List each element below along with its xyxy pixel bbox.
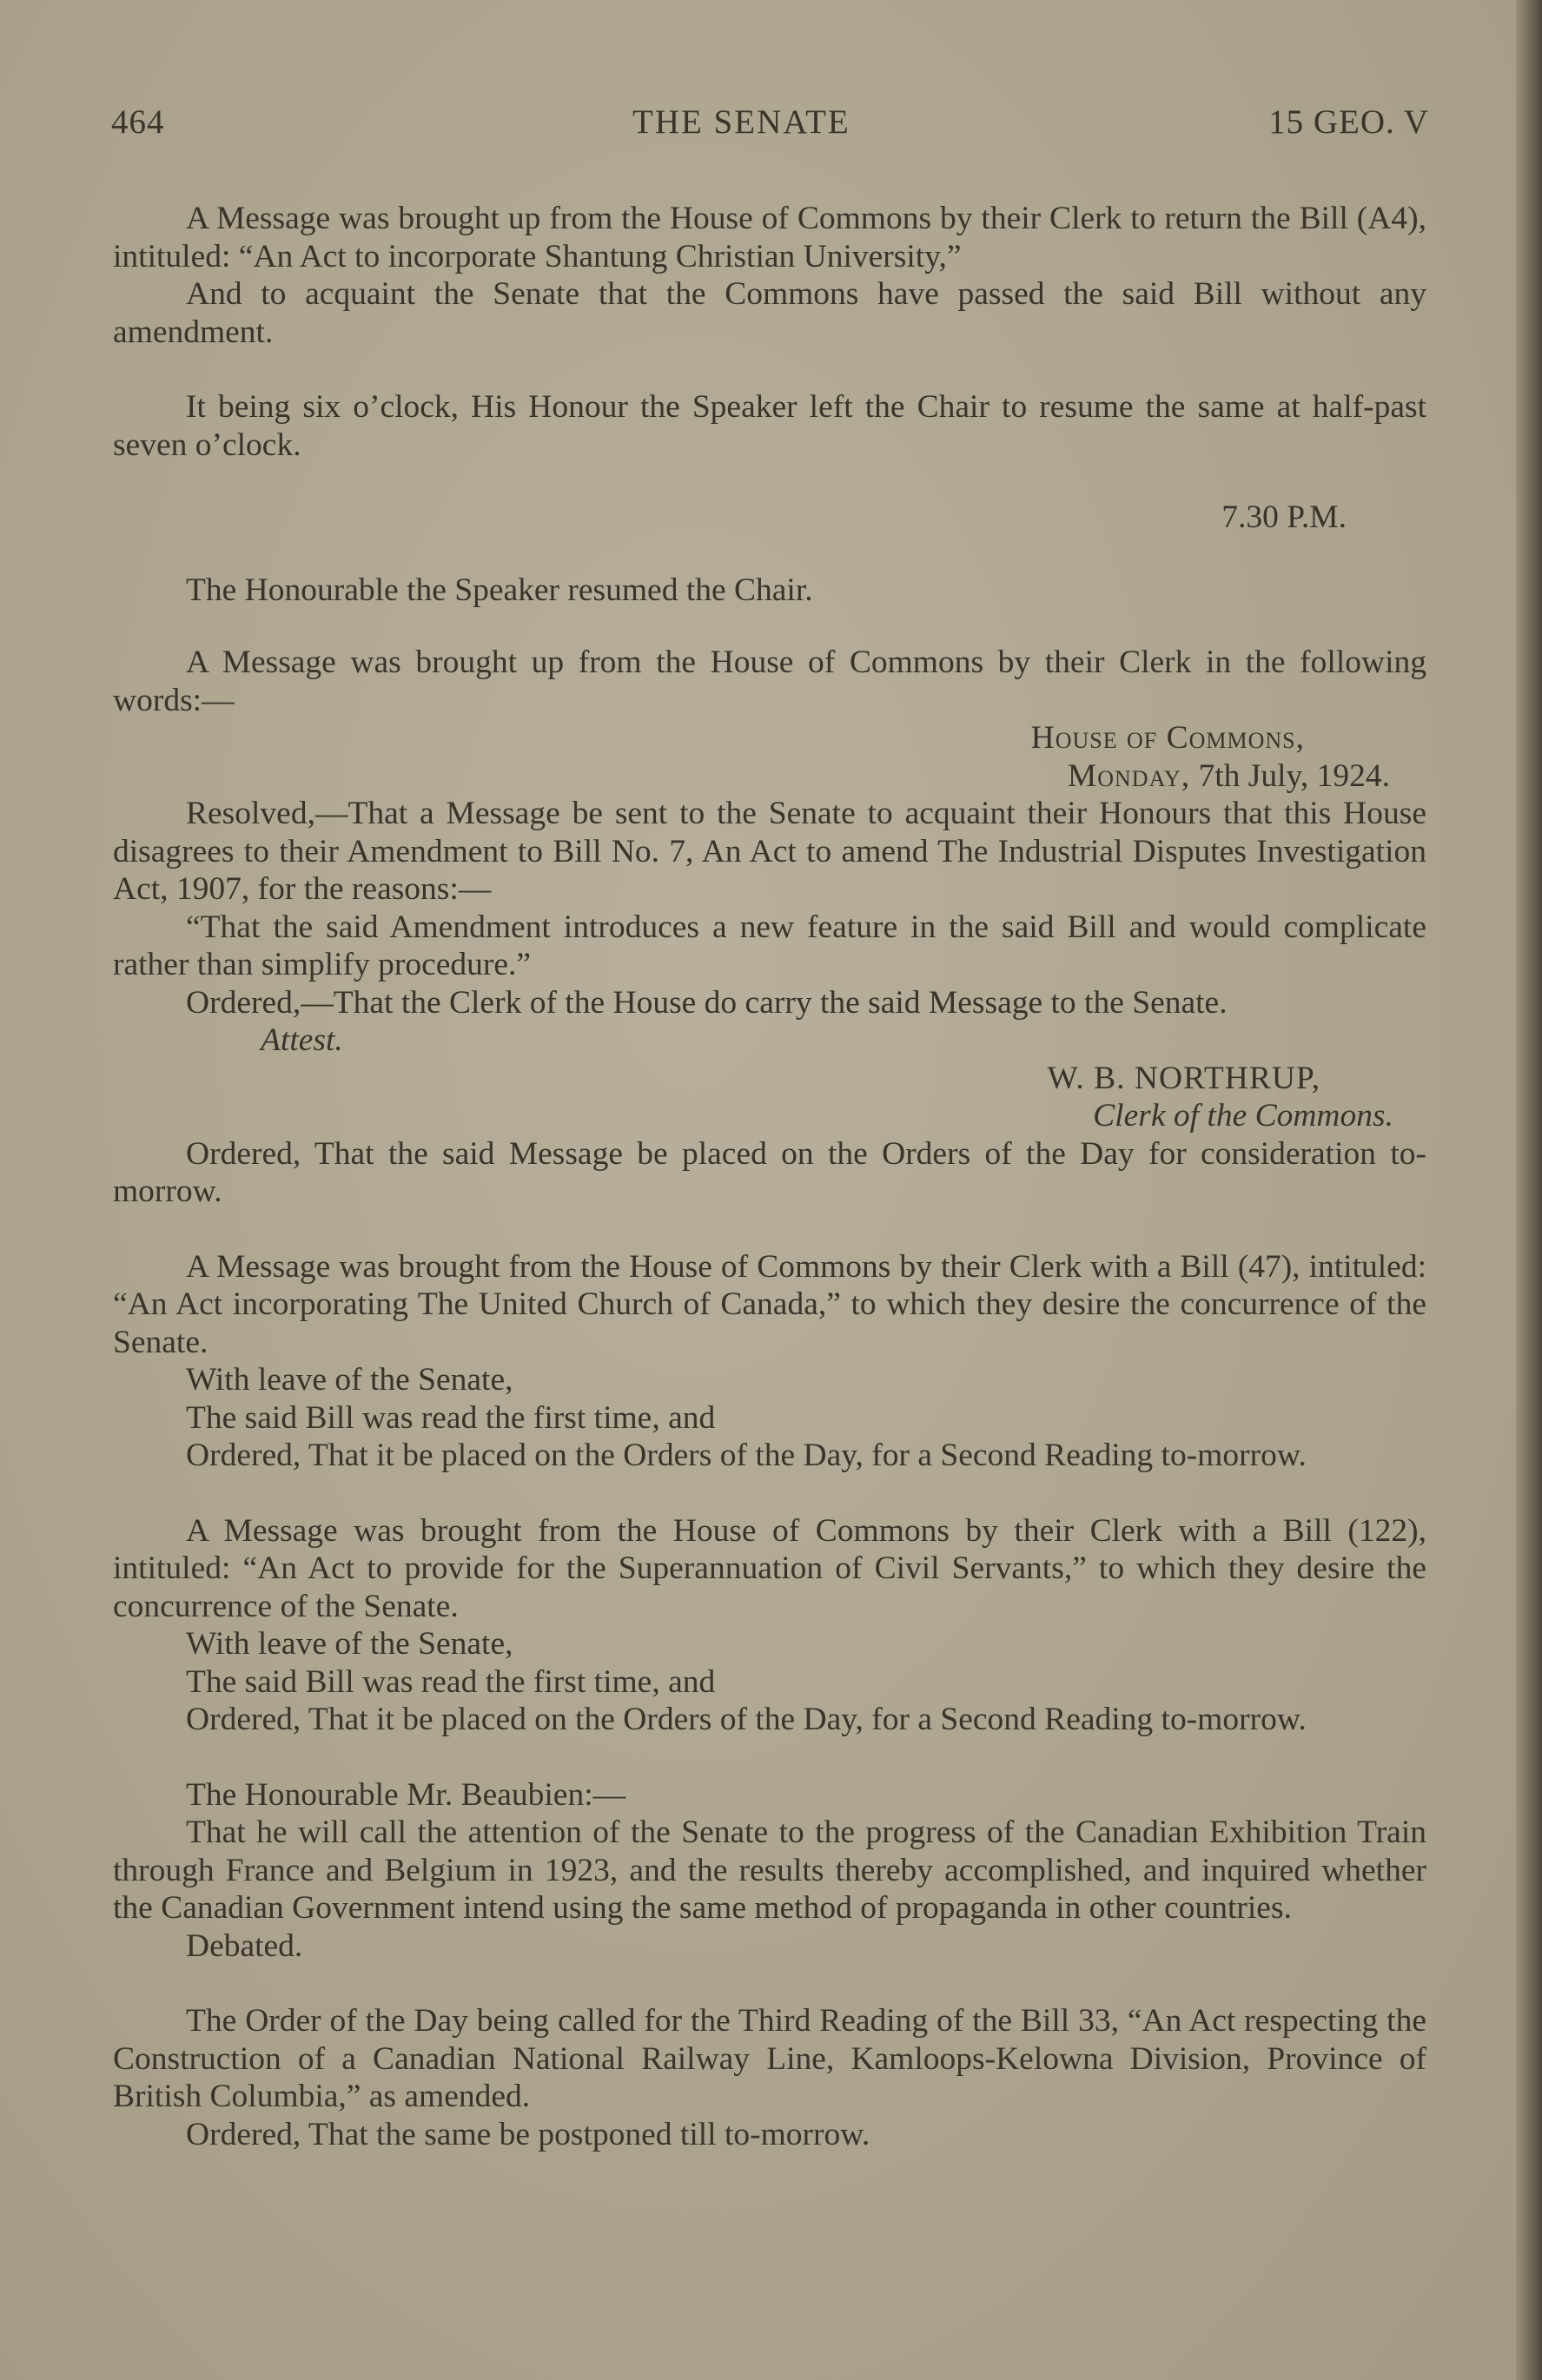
paragraph-message-words: A Message was brought up from the House of Commons by their Clerk in the following words:—	[113, 645, 1426, 718]
paragraph-six-oclock: It being six o’clock, His Honour the Speaker left the Chair to resume the same at half-past seven o’clock.	[113, 389, 1426, 463]
paragraph-reason: “That the said Amendment introduces a new feature in the said Bill and would complicate rather than simplify procedure.”	[113, 909, 1426, 982]
paragraph-speaker-resumed: The Honourable the Speaker resumed the Chair.	[186, 572, 813, 608]
paragraph-ordered-second-2: Ordered, That it be placed on the Orders of the Day, for a Second Reading to-morrow.	[186, 1702, 1307, 1737]
paragraph-order-of-day: The Order of the Day being called for the Third Reading of the Bill 33, “An Act respecting the Construction of a Canadian National Railway Line, Kamloops-Kelowna Division, Province of British Columbia,” as amended.	[113, 2003, 1426, 2114]
paragraph-resolved: Resolved,—That a Message be sent to the Senate to acquaint their Honours that this House disagrees to their Amendment to Bill No. 7, An Act to amend The Industrial Disputes Investigation Act, 1907, for the reasons:—	[113, 796, 1426, 907]
paragraph-leave-2: With leave of the Senate,	[186, 1626, 513, 1662]
letter-date-rest: 7th July, 1924.	[1190, 757, 1390, 794]
page-title: THE SENATE	[632, 103, 850, 141]
paragraph-ordered-placed: Ordered, That the said Message be placed on the Orders of the Day for consideration to-morrow.	[113, 1135, 1426, 1209]
paragraph-message-bill-47: A Message was brought from the House of Commons by their Clerk with a Bill (47), intituled: “An Act incorporating The United Church of Canada,” to which they desire the concurrence of the Senate.	[113, 1248, 1426, 1360]
running-header	[111, 102, 1429, 155]
paragraph-message-a4: A Message was brought up from the House of Commons by their Clerk to return the Bill (A4), intituled: “An Act to incorporate Shantung Christian University,”	[113, 201, 1426, 274]
paragraph-first-time-2: The said Bill was read the first time, and	[186, 1663, 716, 1700]
paragraph-postponed: Ordered, That the same be postponed till to-morrow.	[186, 2116, 870, 2152]
paragraph-beaubien-inquiry: That he will call the attention of the Senate to the progress of the Canadian Exhibition Train through France and Belgium in 1923, and the results thereby accomplished, and inquired whether the Canadian Government intend using the same method of propaganda in other countries.	[113, 1815, 1426, 1926]
paragraph-debated: Debated.	[186, 1927, 303, 1964]
paragraph-message-a4-acquaint: And to acquaint the Senate that the Commons have passed the said Bill without any amendment.	[113, 276, 1426, 350]
paragraph-ordered-carry: Ordered,—That the Clerk of the House do carry the said Message to the Senate.	[186, 984, 1228, 1021]
paragraph-leave-1: With leave of the Senate,	[186, 1362, 513, 1398]
attest-label: Attest.	[261, 1022, 343, 1058]
paragraph-ordered-second-1: Ordered, That it be placed on the Orders of the Day, for a Second Reading to-morrow.	[186, 1438, 1307, 1473]
paragraph-message-bill-122: A Message was brought from the House of Commons by their Clerk with a Bill (122), intituled: “An Act to provide for the Superannuation of Civil Servants,” to which they desire the concurrence of the Senate.	[113, 1512, 1426, 1624]
sitting-time: 7.30 P.M.	[1221, 499, 1347, 535]
page-number: 464	[111, 103, 165, 141]
journal-body	[113, 200, 1426, 2153]
letter-heading-house: House of Commons,	[1030, 720, 1305, 756]
regnal-year: 15 GEO. V	[1268, 103, 1429, 141]
letter-date	[113, 757, 1426, 796]
signatory-title: Clerk of the Commons.	[1093, 1098, 1393, 1134]
paragraph-beaubien: The Honourable Mr. Beaubien:—	[186, 1776, 626, 1813]
letter-date-day: Monday,	[1067, 757, 1191, 794]
paragraph-first-time-1: The said Bill was read the first time, and	[186, 1399, 716, 1436]
page-edge-shadow	[1516, 0, 1542, 2380]
signatory-name: W. B. NORTHRUP,	[1047, 1060, 1320, 1096]
